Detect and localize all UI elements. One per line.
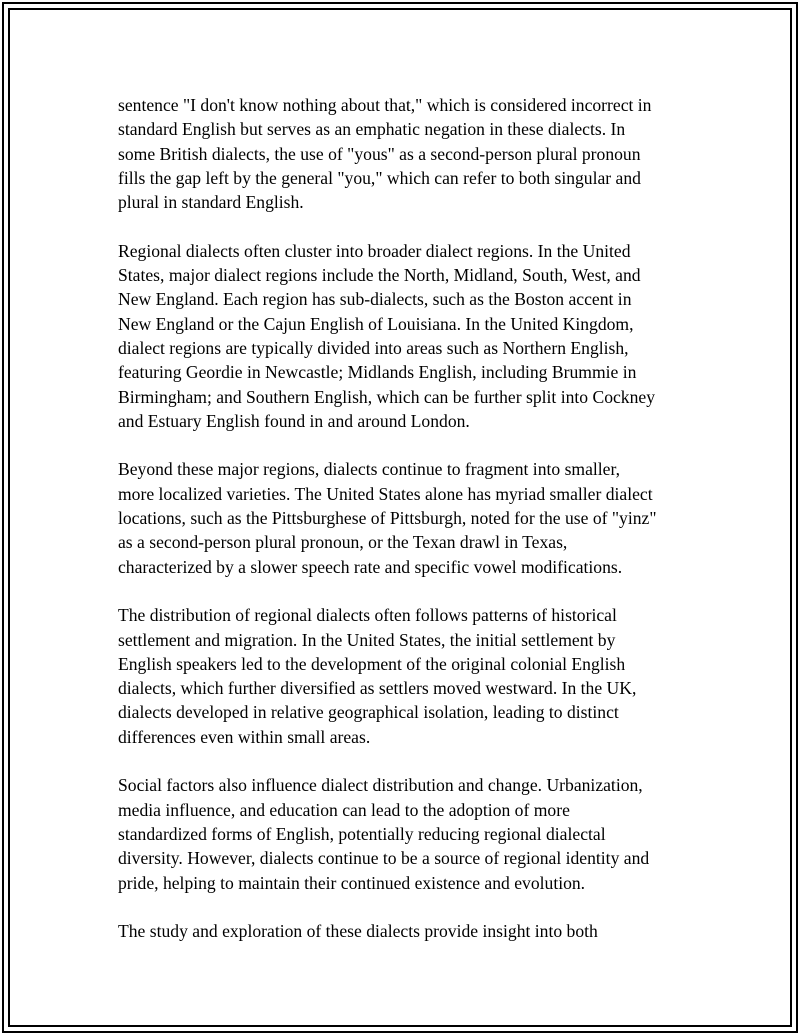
paragraph-1 [118, 93, 688, 214]
text-line: Social factors also influence dialect distribution and change. Urbanization, [118, 775, 643, 796]
text-line: dialects developed in relative geographical isolation, leading to distinct [118, 702, 619, 723]
text-line: Regional dialects often cluster into broader dialect regions. In the United [118, 240, 631, 261]
text-line: The study and exploration of these dialects provide insight into both [118, 921, 598, 942]
text-line: fills the gap left by the general "you," which can refer to both singular and [118, 167, 641, 188]
text-line: featuring Geordie in Newcastle; Midlands English, including Brummie in [118, 362, 637, 383]
text-line: standard English but serves as an emphatic negation in these dialects. In [118, 119, 626, 140]
text-line: English speakers led to the development of the original colonial English [118, 653, 626, 674]
text-line: States, major dialect regions include the North, Midland, South, West, and [118, 265, 641, 286]
text-line: and Estuary English found in and around London. [118, 410, 470, 431]
paragraph-4 [118, 603, 688, 749]
paragraph-2 [118, 239, 688, 433]
text-line: media influence, and education can lead to the adoption of more [118, 799, 570, 820]
text-line: characterized by a slower speech rate and specific vowel modifications. [118, 556, 623, 577]
paragraph-3 [118, 457, 688, 578]
text-line: locations, such as the Pittsburghese of Pittsburgh, noted for the use of "yinz" [118, 508, 657, 529]
text-line: pride, helping to maintain their continued existence and evolution. [118, 872, 586, 893]
text-line: dialect regions are typically divided into areas such as Northern English, [118, 337, 629, 358]
text-line: The distribution of regional dialects often follows patterns of historical [118, 605, 617, 626]
paragraph-6 [118, 919, 688, 943]
paragraph-5 [118, 773, 688, 894]
text-line: some British dialects, the use of "yous" as a second-person plural pronoun [118, 143, 641, 164]
text-line: Birmingham; and Southern English, which can be further split into Cockney [118, 386, 656, 407]
text-line: Beyond these major regions, dialects continue to fragment into smaller, [118, 459, 621, 480]
text-line: diversity. However, dialects continue to be a source of regional identity and [118, 848, 650, 869]
text-line: New England. Each region has sub-dialects, such as the Boston accent in [118, 289, 632, 310]
text-line: standardized forms of English, potentially reducing regional dialectal [118, 823, 606, 844]
text-line: sentence "I don't know nothing about that," which is considered incorrect in [118, 95, 652, 115]
text-line: New England or the Cajun English of Louisiana. In the United Kingdom, [118, 313, 634, 334]
document-body [118, 93, 688, 968]
text-line: more localized varieties. The United States alone has myriad smaller dialect [118, 483, 653, 504]
text-line: differences even within small areas. [118, 726, 371, 747]
text-line: dialects, which further diversified as settlers moved westward. In the UK, [118, 678, 637, 699]
text-line: plural in standard English. [118, 192, 304, 213]
text-line: as a second-person plural pronoun, or the Texan drawl in Texas, [118, 532, 568, 553]
text-line: settlement and migration. In the United States, the initial settlement by [118, 629, 616, 650]
